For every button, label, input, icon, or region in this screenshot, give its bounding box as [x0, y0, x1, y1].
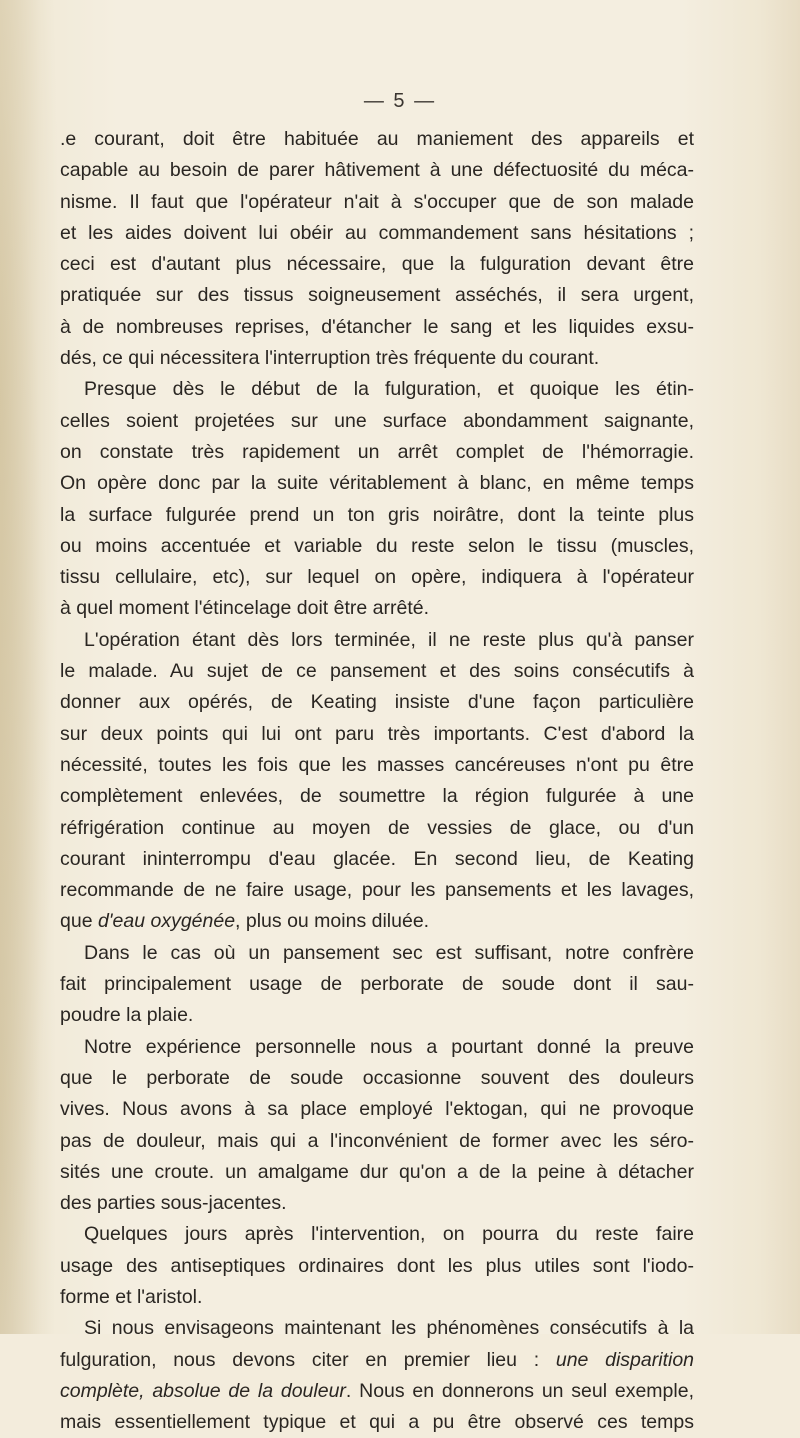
text-line: Si nous envisageons maintenant les phénomènes consécutifs à la	[84, 1317, 694, 1340]
text-line: Dans le cas où un pansement sec est suffisant, notre confrère	[84, 941, 694, 964]
text-line: usage des antiseptiques ordinaires dont les plus utiles sont l'iodo-	[60, 1254, 694, 1277]
text-line: Presque dès le début de la fulguration, et quoique les étin-	[84, 378, 694, 401]
text-line: pratiquée sur des tissus soigneusement asséchés, il sera urgent,	[60, 284, 694, 307]
text-line: Notre expérience personnelle nous a pourtant donné la preuve	[84, 1035, 694, 1058]
text-line: donner aux opérés, de Keating insiste d'une façon particulière	[60, 691, 694, 714]
text-line: celles soient projetées sur une surface abondamment saignante,	[60, 409, 694, 432]
text-line: tissu cellulaire, etc), sur lequel on opère, indiquera à l'opérateur	[60, 566, 694, 589]
text-fragment: fulguration, nous devons citer en premier lieu :	[60, 1348, 556, 1371]
text-line: le malade. Au sujet de ce pansement et des soins consécutifs à	[60, 660, 694, 683]
text-line: poudre la plaie.	[60, 1004, 194, 1027]
text-line: que le perborate de soude occasionne souvent des douleurs	[60, 1066, 694, 1089]
body-text	[60, 124, 694, 1438]
text-line: la surface fulgurée prend un ton gris noirâtre, dont la teinte plus	[60, 503, 694, 526]
text-line: nécessité, toutes les fois que les masses cancéreuses n'ont pu être	[60, 753, 694, 776]
text-line: mais essentiellement typique et qui a pu être observé ces temps	[60, 1411, 694, 1434]
text-line: à de nombreuses reprises, d'étancher le sang et les liquides exsu-	[60, 315, 694, 338]
text-line: complètement enlevées, de soumettre la région fulgurée à une	[60, 785, 694, 808]
text-line: Quelques jours après l'intervention, on pourra du reste faire	[84, 1223, 694, 1246]
text-line: réfrigération continue au moyen de vessies de glace, ou d'un	[60, 816, 694, 839]
page-number: — 5 —	[363, 90, 437, 112]
paper-stain	[0, 0, 60, 1334]
text-line: vives. Nous avons à sa place employé l'ektogan, qui ne provoque	[60, 1098, 694, 1121]
text-line	[60, 1376, 694, 1407]
text-line	[60, 906, 694, 937]
text-fragment: , plus ou moins diluée.	[235, 910, 430, 933]
text-line: On opère donc par la suite véritablement à blanc, en même temps	[60, 472, 694, 495]
text-line: recommande de ne faire usage, pour les pansements et les lavages,	[60, 879, 694, 902]
text-line: capable au besoin de parer hâtivement à une défectuosité du méca-	[60, 159, 694, 182]
text-line: courant ininterrompu d'eau glacée. En second lieu, de Keating	[60, 847, 694, 870]
text-line: ou moins accentuée et variable du reste selon le tissu (muscles,	[60, 534, 694, 557]
text-line: on constate très rapidement un arrêt complet de l'hémorragie.	[60, 440, 694, 463]
text-line: à quel moment l'étincelage doit être arrêté.	[60, 597, 430, 620]
text-line: L'opération étant dès lors terminée, il ne reste plus qu'à panser	[84, 628, 694, 651]
text-line: .e courant, doit être habituée au maniement des appareils et	[60, 128, 694, 150]
text-line: forme et l'aristol.	[60, 1285, 203, 1308]
italic-phrase: une disparition	[555, 1348, 694, 1371]
text-fragment: . Nous en donnerons un seul exemple,	[345, 1379, 694, 1402]
text-fragment: que	[60, 910, 98, 933]
text-line: sur deux points qui lui ont paru très importants. C'est d'abord la	[60, 722, 694, 745]
text-line: fait principalement usage de perborate de soude dont il sau-	[60, 973, 694, 996]
text-line: ceci est d'autant plus nécessaire, que la fulguration devant être	[60, 253, 694, 276]
text-line: pas de douleur, mais qui a l'inconvénient de former avec les séro-	[60, 1129, 694, 1152]
text-line: et les aides doivent lui obéir au commandement sans hésitations ;	[60, 221, 694, 244]
text-line: des parties sous-jacentes.	[60, 1192, 287, 1215]
text-line: dés, ce qui nécessitera l'interruption très fréquente du courant.	[60, 347, 600, 370]
text-line: nisme. Il faut que l'opérateur n'ait à s'occuper que de son malade	[60, 190, 694, 213]
italic-phrase: d'eau oxygénée	[97, 910, 236, 933]
text-line: sités une croute. un amalgame dur qu'on a de la peine à détacher	[60, 1160, 694, 1183]
italic-phrase: complète, absolue de la douleur	[60, 1379, 346, 1402]
text-line	[60, 1345, 694, 1376]
